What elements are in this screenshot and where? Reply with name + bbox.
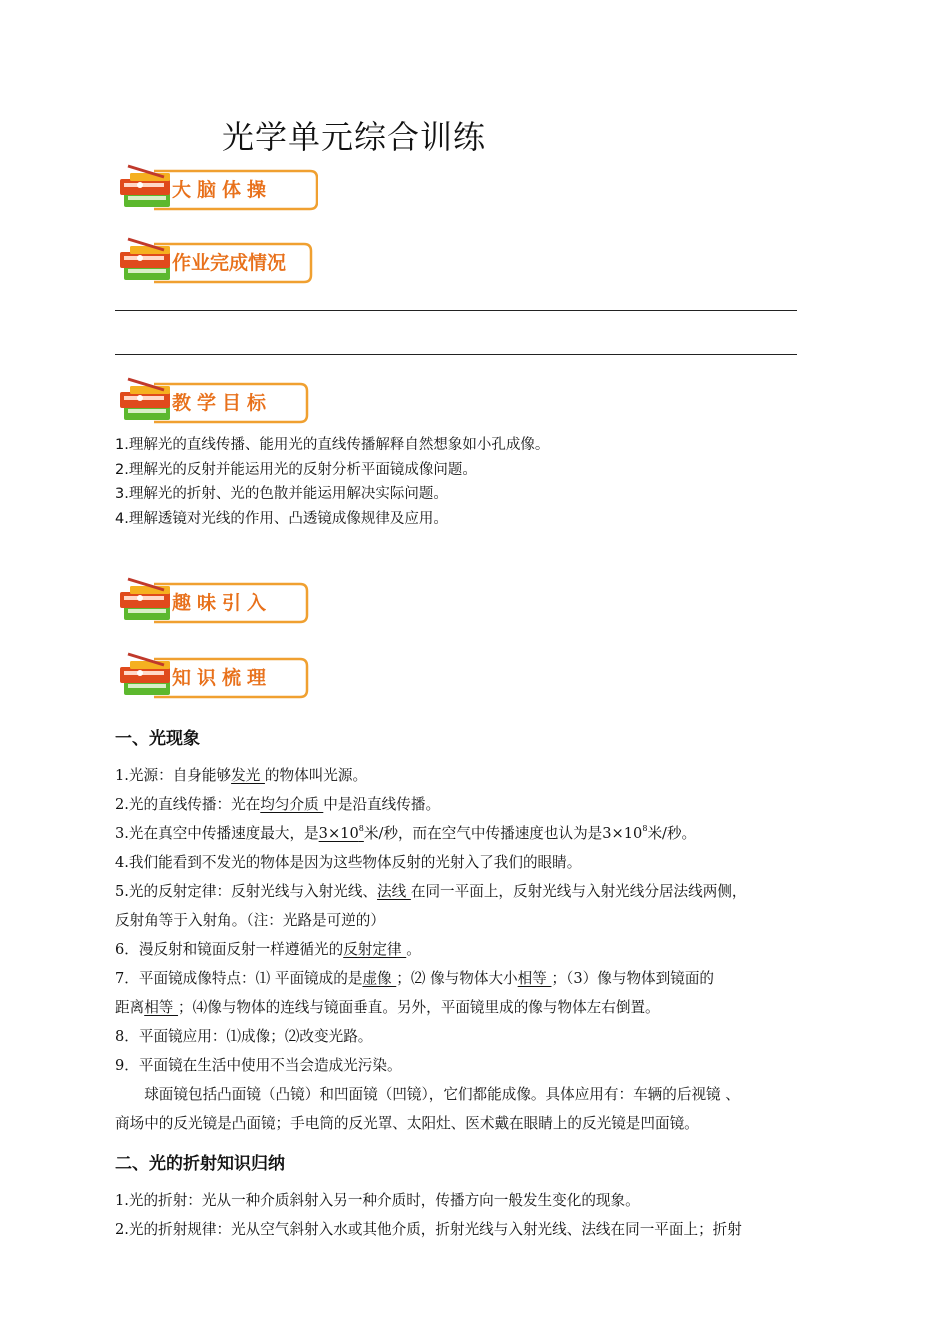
badge-label: 作业完成情况 [172, 252, 287, 274]
badge-label: 大脑体操 [172, 179, 273, 201]
section-optics-body [115, 761, 855, 1138]
section-heading: 二、光的折射知识归纳 [115, 1154, 285, 1174]
blank-line [115, 310, 797, 311]
badge-label: 知识梳理 [172, 667, 273, 689]
text-line: 7．平面镜成像特点：⑴ 平面镜成的是虚像 ；⑵ 像与物体大小相等 ；（3）像与物体到镜面的 [115, 970, 715, 987]
text-line: 2.光的折射规律：光从空气斜射入水或其他介质，折射光线与入射光线、法线在同一平面上；折射 [115, 1221, 742, 1238]
text-line: 3.光在真空中传播速度最大，是$3\times 10^8$米/秒，而在空气中传播速度也认为是$3\times 10^8$米/秒。 [115, 824, 697, 842]
document-title: 光学单元综合训练 [222, 118, 487, 156]
badge-fun-intro [114, 576, 318, 630]
badge-brain-exercise [114, 163, 318, 217]
text-line: 6．漫反射和镜面反射一样遵循光的反射定律 。 [115, 941, 421, 958]
badge-knowledge-review [114, 651, 318, 705]
text-line: 5.光的反射定律：反射光线与入射光线、法线 在同一平面上，反射光线与入射光线分居法线两侧， [115, 883, 747, 900]
text-line: 1.光的折射：光从一种介质斜射入另一种介质时，传播方向一般发生变化的现象。 [115, 1192, 640, 1209]
goals-list [115, 433, 549, 531]
text-line: 球面镜包括凸面镜（凸镜）和凹面镜（凹镜），它们都能成像。具体应用有：车辆的后视镜 、 [115, 1086, 740, 1103]
text-line: 1.光源：自身能够发光 的物体叫光源。 [115, 767, 368, 784]
blank-line [115, 354, 797, 355]
text-line: 2.光的直线传播：光在均匀介质 中是沿直线传播。 [115, 796, 441, 813]
section-heading: 一、光现象 [115, 729, 200, 749]
text-line: 距离相等 ；⑷像与物体的连线与镜面垂直。另外，平面镜里成的像与物体左右倒置。 [115, 999, 660, 1016]
badge-label: 趣味引入 [172, 592, 273, 614]
badge-label: 教学目标 [172, 392, 273, 414]
text-line: 反射角等于入射角。（注：光路是可逆的） [115, 912, 385, 929]
badge-teaching-goals [114, 376, 318, 430]
badge-homework-status [114, 236, 318, 290]
text-line: 4.我们能看到不发光的物体是因为这些物体反射的光射入了我们的眼睛。 [115, 854, 582, 871]
goal-item: 3.理解光的折射、光的色散并能运用解决实际问题。 [115, 486, 448, 502]
section-refraction-body [115, 1186, 855, 1244]
goal-item: 1.理解光的直线传播、能用光的直线传播解释自然想象如小孔成像。 [115, 437, 550, 453]
text-line: 商场中的反光镜是凸面镜；手电筒的反光罩、太阳灶、医术戴在眼睛上的反光镜是凹面镜。 [115, 1115, 699, 1132]
goal-item: 2.理解光的反射并能运用光的反射分析平面镜成像问题。 [115, 461, 477, 478]
text-line: 9．平面镜在生活中使用不当会造成光污染。 [115, 1057, 402, 1074]
goal-item: 4.理解透镜对光线的作用、凸透镜成像规律及应用。 [115, 510, 448, 527]
text-line: 8．平面镜应用：⑴成像；⑵改变光路。 [115, 1028, 373, 1045]
